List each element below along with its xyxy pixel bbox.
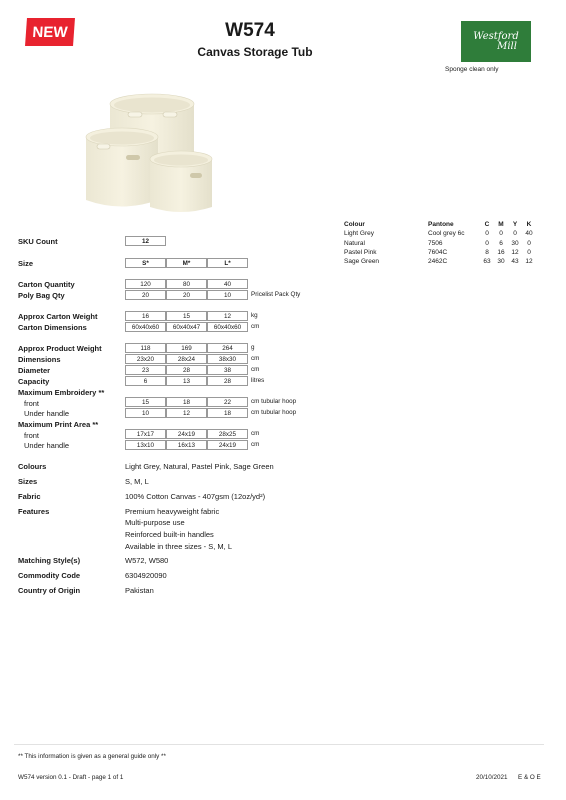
diameter-m: 28 <box>166 365 207 375</box>
poly-bag-l: 10 <box>207 290 248 300</box>
print-front-label: front <box>24 431 40 440</box>
care-instruction: Sponge clean only <box>445 66 499 73</box>
feature-item: Multi-purpose use <box>125 518 185 527</box>
table-row <box>344 248 536 257</box>
colours-value: Light Grey, Natural, Pastel Pink, Sage Green <box>125 462 274 471</box>
emb-front-unit: cm tubular hoop <box>251 398 297 405</box>
carton-weight-m: 15 <box>166 311 207 321</box>
pantone-code: 7506 <box>428 239 443 247</box>
k-header: K <box>526 221 532 229</box>
carton-weight-s: 16 <box>125 311 166 321</box>
poly-bag-label: Poly Bag Qty <box>18 291 65 300</box>
commodity-label: Commodity Code <box>18 571 81 580</box>
origin-value: Pakistan <box>125 586 154 595</box>
emb-under-label: Under handle <box>24 409 70 418</box>
poly-bag-m: 20 <box>166 290 207 300</box>
y-value: 12 <box>511 249 519 257</box>
sizes-value: S, M, L <box>125 477 149 486</box>
colour-name: Natural <box>344 239 365 247</box>
sku-value: 12 <box>125 236 166 246</box>
emb-front-m: 18 <box>166 397 207 407</box>
print-front-m: 24x19 <box>166 429 207 439</box>
product-image <box>84 92 244 217</box>
poly-bag-s: 20 <box>125 290 166 300</box>
size-l: L* <box>207 258 248 268</box>
c-value: 0 <box>485 230 489 238</box>
feature-item: Premium heavyweight fabric <box>125 507 220 516</box>
m-value: 0 <box>499 230 503 238</box>
version-info: W574 version 0.1 - Draft - page 1 of 1 <box>18 774 124 781</box>
brand-logo <box>461 21 531 62</box>
carton-weight-label: Approx Carton Weight <box>18 312 98 321</box>
c-value: 63 <box>483 258 491 266</box>
colour-header: Colour <box>344 221 365 229</box>
carton-dim-m: 60x40x47 <box>166 322 207 332</box>
emb-under-s: 10 <box>125 408 166 418</box>
matching-label: Matching Style(s) <box>18 556 81 565</box>
print-area-label: Maximum Print Area ** <box>18 420 99 429</box>
new-badge: NEW <box>25 18 75 46</box>
emb-front-s: 15 <box>125 397 166 407</box>
colours-label: Colours <box>18 462 47 471</box>
carton-dim-l: 60x40x60 <box>207 322 248 332</box>
k-value: 0 <box>527 239 531 247</box>
capacity-label: Capacity <box>18 377 50 386</box>
y-header: Y <box>512 221 518 229</box>
carton-dim-s: 60x40x60 <box>125 322 166 332</box>
brand-line-2: Mill <box>497 40 517 52</box>
product-weight-l: 264 <box>207 343 248 353</box>
c-value: 8 <box>485 249 489 257</box>
carton-qty-m: 80 <box>166 279 207 289</box>
sizes-label: Sizes <box>18 477 38 486</box>
emb-under-unit: cm tubular hoop <box>251 409 297 416</box>
carton-dim-unit: cm <box>251 323 260 330</box>
emb-under-m: 12 <box>166 408 207 418</box>
feature-item: Available in three sizes - S, M, L <box>125 542 232 551</box>
capacity-m: 13 <box>166 376 207 386</box>
eoe-note: E & O E <box>518 774 541 781</box>
product-weight-s: 118 <box>125 343 166 353</box>
m-header: M <box>498 221 504 229</box>
dimensions-label: Dimensions <box>18 355 61 364</box>
table-row <box>344 257 536 266</box>
size-s: S* <box>125 258 166 268</box>
features-label: Features <box>18 507 50 516</box>
diameter-l: 38 <box>207 365 248 375</box>
c-value: 0 <box>485 239 489 247</box>
matching-value: W572, W580 <box>125 556 169 565</box>
origin-label: Country of Origin <box>18 586 81 595</box>
feature-item: Reinforced built-in handles <box>125 530 214 539</box>
fabric-value: 100% Cotton Canvas - 407gsm (12oz/yd²) <box>125 492 266 501</box>
carton-qty-s: 120 <box>125 279 166 289</box>
k-value: 0 <box>527 249 531 257</box>
print-under-label: Under handle <box>24 441 70 450</box>
carton-weight-l: 12 <box>207 311 248 321</box>
print-under-unit: cm <box>251 441 260 448</box>
brand-line-1: Westford <box>473 30 519 42</box>
product-weight-label: Approx Product Weight <box>18 344 102 353</box>
carton-qty-l: 40 <box>207 279 248 289</box>
colour-name: Pastel Pink <box>344 249 377 257</box>
emb-under-l: 18 <box>207 408 248 418</box>
dimensions-l: 38x30 <box>207 354 248 364</box>
print-front-l: 28x25 <box>207 429 248 439</box>
pantone-header: Pantone <box>428 221 454 229</box>
dimensions-unit: cm <box>251 355 260 362</box>
colour-name: Light Grey <box>344 230 374 238</box>
sku-label: SKU Count <box>18 237 58 246</box>
colour-name: Sage Green <box>344 258 380 266</box>
carton-dim-label: Carton Dimensions <box>18 323 87 332</box>
capacity-unit: litres <box>251 377 265 384</box>
footer-divider <box>14 744 544 745</box>
fabric-label: Fabric <box>18 492 41 501</box>
print-under-s: 13x10 <box>125 440 166 450</box>
product-weight-unit: g <box>251 344 255 351</box>
diameter-label: Diameter <box>18 366 51 375</box>
print-front-s: 17x17 <box>125 429 166 439</box>
product-code: W574 <box>225 20 275 41</box>
c-header: C <box>484 221 490 229</box>
capacity-l: 28 <box>207 376 248 386</box>
m-value: 16 <box>497 249 505 257</box>
capacity-s: 6 <box>125 376 166 386</box>
guide-note: ** This information is given as a general guide only ** <box>18 753 166 760</box>
colour-table-header <box>344 220 536 229</box>
dimensions-m: 28x24 <box>166 354 207 364</box>
print-under-l: 24x19 <box>207 440 248 450</box>
colour-table <box>344 220 536 266</box>
emb-front-label: front <box>24 399 40 408</box>
print-under-m: 16x13 <box>166 440 207 450</box>
product-weight-m: 169 <box>166 343 207 353</box>
size-m: M* <box>166 258 207 268</box>
diameter-s: 23 <box>125 365 166 375</box>
commodity-value: 6304920090 <box>125 571 167 580</box>
y-value: 43 <box>511 258 519 266</box>
poly-bag-note: Pricelist Pack Qty <box>251 291 301 298</box>
m-value: 6 <box>499 239 503 247</box>
carton-qty-label: Carton Quantity <box>18 280 75 289</box>
table-row <box>344 229 536 238</box>
doc-date: 20/10/2021 <box>476 774 508 781</box>
size-label: Size <box>18 259 34 268</box>
diameter-unit: cm <box>251 366 260 373</box>
y-value: 0 <box>513 230 517 238</box>
dimensions-s: 23x20 <box>125 354 166 364</box>
print-front-unit: cm <box>251 430 260 437</box>
table-row <box>344 239 536 248</box>
k-value: 12 <box>525 258 533 266</box>
pantone-code: 2462C <box>428 258 448 266</box>
emb-front-l: 22 <box>207 397 248 407</box>
product-title: Canvas Storage Tub <box>197 45 313 59</box>
pantone-code: Cool grey 6c <box>428 230 465 238</box>
m-value: 30 <box>497 258 505 266</box>
embroidery-label: Maximum Embroidery ** <box>18 388 105 397</box>
carton-weight-unit: kg <box>251 312 258 319</box>
tub-medium <box>86 128 158 207</box>
k-value: 40 <box>525 230 533 238</box>
tub-small <box>150 151 212 212</box>
y-value: 30 <box>511 239 519 247</box>
pantone-code: 7604C <box>428 249 448 257</box>
